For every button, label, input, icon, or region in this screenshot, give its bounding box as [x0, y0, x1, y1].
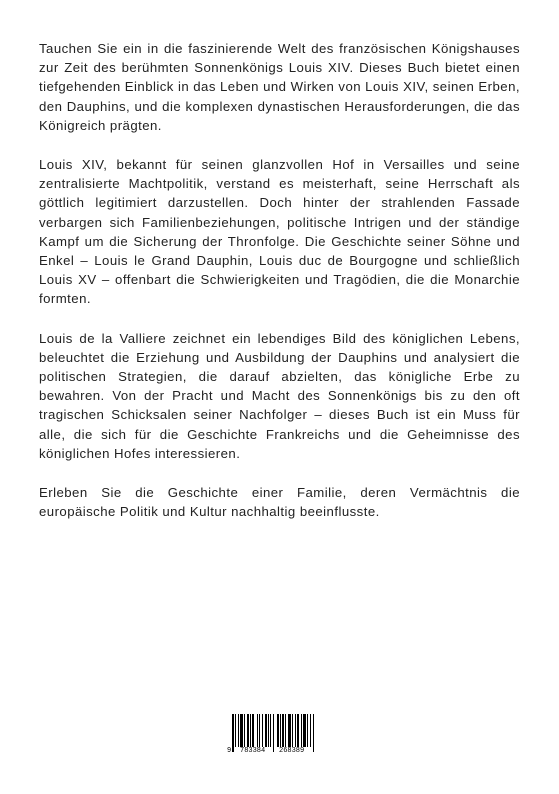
barcode-bar: [282, 714, 284, 747]
barcode-digit-first: 9: [227, 747, 232, 755]
barcode-bar: [310, 714, 311, 747]
barcode-bar: [268, 714, 269, 747]
barcode-bar: [280, 714, 281, 747]
barcode-bar: [262, 714, 263, 747]
barcode-bar: [238, 714, 239, 747]
barcode-bar: [277, 714, 279, 747]
barcode-digits-left: 783384: [240, 747, 266, 755]
barcode-bar: [259, 714, 260, 747]
barcode-bar: [292, 714, 293, 747]
barcode-bar: [250, 714, 251, 747]
barcode-bar: [235, 714, 236, 747]
barcode-bar: [273, 714, 274, 752]
paragraph-louis-xiv: Louis XIV, bekannt für seinen glanzvollen Hof in Versailles und seine zentralisierte Machtpolitik, verstand es meisterhaft, seine Herrschaft als göttlich legitimiert darzustellen. Doch hinter der strahlenden Fassade verbargen sich Familienbeziehungen, politische Intrigen und der ständige Kampf um die Sicherung der Thronfolge. Die Geschichte seiner Söhne und Enkel – Louis le Grand Dauphin, Louis duc de Bourgogne und schließlich Louis XV – offenbart die Schwierigkeiten und Tragödien, die die Monarchie formten.: [39, 157, 520, 307]
barcode-bar: [270, 714, 271, 747]
paragraph-closing: Erleben Sie die Geschichte einer Familie, deren Vermächtnis die europäische Politik und Kultur nachhaltig beeinflusste.: [39, 485, 520, 520]
barcode-bar: [232, 714, 234, 752]
barcode-bar: [257, 714, 258, 747]
barcode-bar: [252, 714, 254, 747]
barcode-bar: [301, 714, 302, 747]
paragraph-intro: Tauchen Sie ein in die faszinierende Welt des französischen Königshauses zur Zeit des berühmten Sonnenkönigs Louis XIV. Dieses Buch bietet einen tiefgehenden Einblick in das Leben und Wirken von Louis XIV, seinen Erben, den Dauphins, und die komplexen dynastischen Herausforderungen, die das Königreich prägten.: [39, 41, 520, 133]
barcode-bar: [295, 714, 296, 747]
barcode-bar: [288, 714, 291, 747]
barcode-bar: [240, 714, 243, 747]
isbn-barcode: [226, 712, 318, 762]
barcode-bar: [313, 714, 314, 752]
barcode-bar: [265, 714, 267, 747]
barcode-bar: [244, 714, 245, 747]
barcode-bar: [307, 714, 308, 747]
barcode-digits-right: 268389: [279, 747, 305, 755]
barcode-bar: [297, 714, 299, 747]
barcode-bar: [247, 714, 249, 747]
back-cover-text: [39, 39, 520, 541]
paragraph-author: Louis de la Valliere zeichnet ein lebendiges Bild des königlichen Lebens, beleuchtet die Erziehung und Ausbildung der Dauphins und analysiert die politischen Strategien, die darauf abzielten, das königliche Erbe zu bewahren. Von der Pracht und Macht des Sonnenkönigs bis zu den oft tragischen Schicksalen seiner Nachfolger – dieses Buch ist ein Muss für alle, die sich für die Geschichte Frankreichs und die Geheimnisse des königlichen Hofes interessieren.: [39, 330, 520, 461]
barcode-bar: [303, 714, 306, 747]
barcode-bar: [285, 714, 286, 747]
